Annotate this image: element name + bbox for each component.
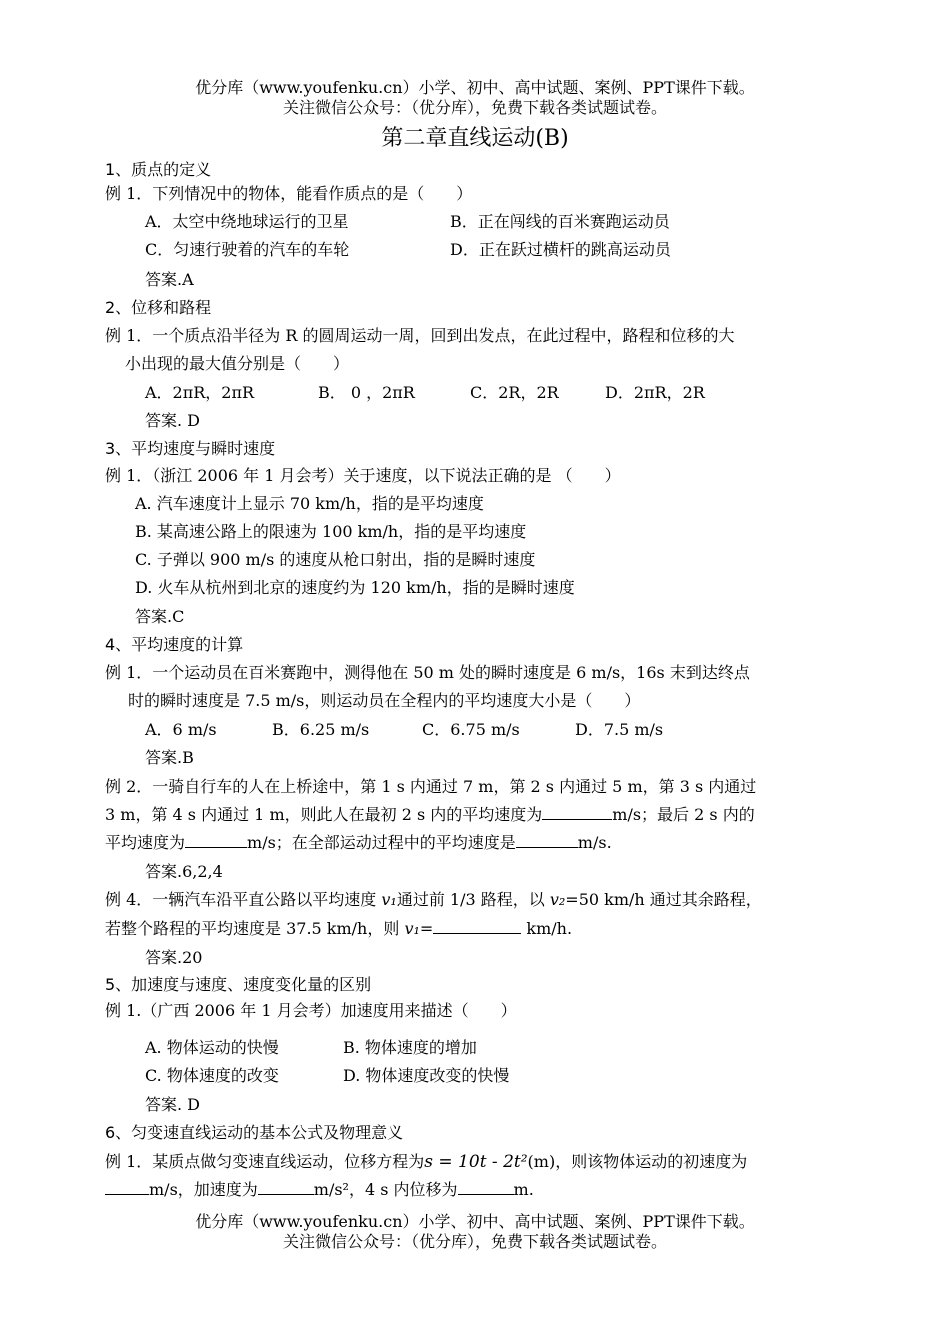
- section-5-heading: 5、加速度与速度、速度变化量的区别: [105, 975, 372, 994]
- s4-q2-answer: 答案.6,2,4: [145, 862, 223, 881]
- s3-question: 例 1．（浙江 2006 年 1 月会考）关于速度，以下说法正确的是 （ ）: [105, 466, 621, 485]
- s6-formula: s = 10t - 2t²: [424, 1152, 528, 1172]
- s4-q2-line-3-text-a: 平均速度为: [105, 833, 186, 852]
- s2-question-line-2: 小出现的最大值分别是（ ）: [125, 354, 350, 373]
- s2-question-line-1: 例 1．一个质点沿半径为 R 的圆周运动一周，回到出发点，在此过程中，路程和位移的大: [105, 326, 735, 345]
- s4-q2-line-2-text-a: 3 m，第 4 s 内通过 1 m，则此人在最初 2 s 内的平均速度为: [105, 805, 543, 824]
- s4-q1-option-c: C．6.75 m/s: [422, 720, 520, 739]
- s5-option-b: B. 物体速度的增加: [343, 1038, 477, 1057]
- s1-answer: 答案.A: [145, 270, 194, 289]
- s5-option-c: C. 物体速度的改变: [145, 1066, 279, 1085]
- s4-q4-equals: =: [419, 919, 434, 938]
- s3-option-b: B. 某高速公路上的限速为 100 km/h，指的是平均速度: [135, 522, 527, 541]
- s4-q1-option-b: B．6.25 m/s: [272, 720, 370, 739]
- section-3-heading: 3、平均速度与瞬时速度: [105, 439, 276, 458]
- s4-q4-blank[interactable]: [433, 917, 521, 934]
- s1-option-b: B．正在闯线的百米赛跑运动员: [450, 212, 670, 231]
- footer-line-1: 优分库（www.youfenku.cn）小学、初中、高中试题、案例、PPT课件下载。: [195, 1212, 755, 1231]
- s4-q1-line-2: 时的瞬时速度是 7.5 m/s，则运动员在全程内的平均速度大小是（ ）: [128, 691, 641, 710]
- s5-question: 例 1.（广西 2006 年 1 月会考）加速度用来描述（ ）: [105, 1001, 517, 1020]
- footer-line-2: 关注微信公众号：（优分库），免费下载各类试题试卷。: [282, 1232, 667, 1251]
- section-6-heading: 6、匀变速直线运动的基本公式及物理意义: [105, 1123, 404, 1142]
- s4-q2-blank-3[interactable]: [516, 831, 578, 848]
- s4-q1-option-d: D．7.5 m/s: [575, 720, 664, 739]
- s6-blank-2[interactable]: [258, 1178, 314, 1195]
- s4-q2-line-3: [105, 831, 612, 855]
- s3-answer: 答案.C: [135, 607, 185, 626]
- s6-question-line-2: [105, 1178, 534, 1202]
- s4-q4-line-2: [105, 917, 572, 941]
- s6-blank-3[interactable]: [458, 1178, 514, 1195]
- section-1-heading: 1、质点的定义: [105, 160, 212, 179]
- s6-text-c: m/s，加速度为: [149, 1180, 258, 1199]
- s5-option-a: A. 物体运动的快慢: [145, 1038, 279, 1057]
- v1-symbol: v₁: [381, 890, 397, 909]
- s2-answer: 答案. D: [145, 411, 201, 430]
- s4-q4-text-d: 若整个路程的平均速度是 37.5 km/h，则: [105, 919, 405, 938]
- s4-q2-line-2: [105, 803, 755, 827]
- s4-q2-line-1: 例 2．一骑自行车的人在上桥途中，第 1 s 内通过 7 m，第 2 s 内通过 5 m，第 3 s 内通过: [105, 777, 757, 796]
- s4-q4-line-1: [105, 888, 762, 912]
- s6-text-e: m.: [513, 1180, 534, 1199]
- s4-q2-blank-2[interactable]: [185, 831, 247, 848]
- s3-option-d: D. 火车从杭州到北京的速度约为 120 km/h，指的是瞬时速度: [135, 578, 575, 597]
- s4-q4-text-b: 通过前 1/3 路程，以: [396, 890, 550, 909]
- s4-q1-line-1: 例 1．一个运动员在百米赛跑中，测得他在 50 m 处的瞬时速度是 6 m/s，16s 末到达终点: [105, 663, 750, 682]
- s1-question: 例 1．下列情况中的物体，能看作质点的是（ ）: [105, 184, 473, 203]
- s4-q1-answer: 答案.B: [145, 748, 194, 767]
- s3-option-a: A. 汽车速度计上显示 70 km/h，指的是平均速度: [135, 494, 484, 513]
- s4-q4-unit: km/h.: [521, 919, 573, 938]
- s6-blank-1[interactable]: [105, 1178, 149, 1195]
- s4-q4-text-c: =50 km/h 通过其余路程，: [565, 890, 762, 909]
- s6-text-b: (m)，则该物体运动的初速度为: [527, 1152, 748, 1171]
- s6-question-line-1: [105, 1150, 747, 1174]
- s1-option-a: A．太空中绕地球运行的卫星: [145, 212, 349, 231]
- v2-symbol: v₂: [549, 890, 566, 909]
- s3-option-c: C. 子弹以 900 m/s 的速度从枪口射出，指的是瞬时速度: [135, 550, 536, 569]
- s1-option-d: D．正在跃过横杆的跳高运动员: [450, 240, 671, 259]
- v1-symbol-2: v₁: [404, 919, 420, 938]
- s4-q4-text-a: 例 4．一辆汽车沿平直公路以平均速度: [105, 890, 382, 909]
- s6-text-d: m/s²，4 s 内位移为: [313, 1180, 458, 1199]
- s4-q2-line-3-text-b: m/s；在全部运动过程中的平均速度是: [247, 833, 516, 852]
- s4-q1-option-a: A．6 m/s: [145, 720, 217, 739]
- page-title: 第二章直线运动(B): [381, 126, 569, 151]
- header-line-1: 优分库（www.youfenku.cn）小学、初中、高中试题、案例、PPT课件下载。: [195, 78, 755, 97]
- s4-q2-line-2-text-b: m/s；最后 2 s 内的: [612, 805, 755, 824]
- section-2-heading: 2、位移和路程: [105, 298, 212, 317]
- s4-q2-blank-1[interactable]: [542, 803, 612, 820]
- s5-answer: 答案. D: [145, 1095, 201, 1114]
- s4-q2-line-3-text-c: m/s.: [577, 833, 612, 852]
- s6-text-a: 例 1．某质点做匀变速直线运动，位移方程为: [105, 1152, 425, 1171]
- s2-option-d: D．2πR，2R: [605, 383, 705, 402]
- s2-option-c: C．2R，2R: [470, 383, 559, 402]
- s5-option-d: D. 物体速度改变的快慢: [343, 1066, 510, 1085]
- s1-option-c: C．匀速行驶着的汽车的车轮: [145, 240, 350, 259]
- s2-option-a: A．2πR，2πR: [145, 383, 255, 402]
- header-line-2: 关注微信公众号：（优分库），免费下载各类试题试卷。: [282, 98, 667, 117]
- s2-option-b: B． 0 ，2πR: [318, 383, 415, 402]
- section-4-heading: 4、平均速度的计算: [105, 635, 244, 654]
- s4-q4-answer: 答案.20: [145, 948, 203, 967]
